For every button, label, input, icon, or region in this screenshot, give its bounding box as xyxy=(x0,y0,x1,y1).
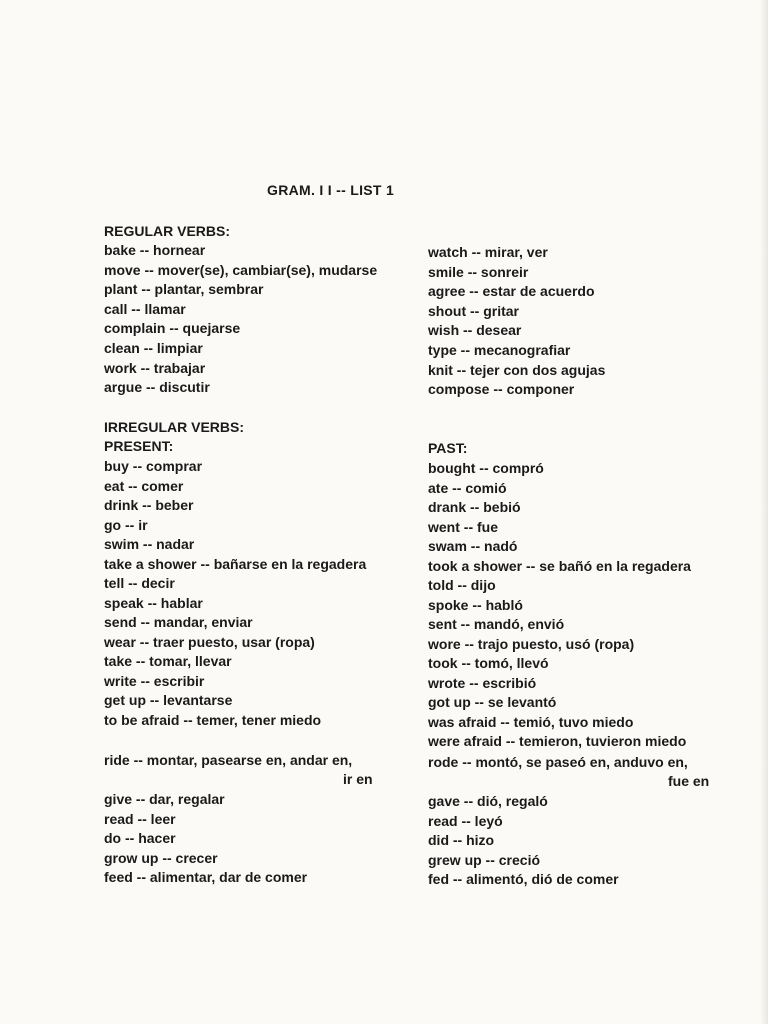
past-entry: spoke -- habló xyxy=(428,596,523,613)
present-entry: buy -- comprar xyxy=(104,458,203,474)
present-entry: go -- ir xyxy=(104,516,148,533)
present-entry: give -- dar, regalar xyxy=(104,791,225,807)
scan-edge xyxy=(760,0,768,1024)
page-title: GRAM. I I -- LIST 1 xyxy=(267,182,395,198)
past-entry: got up -- se levantó xyxy=(428,694,557,710)
present-entry: write -- escribir xyxy=(104,672,205,689)
vocab-entry: bake -- hornear xyxy=(104,242,206,258)
ride-past-continuation: fue en xyxy=(668,773,710,789)
vocab-entry: type -- mecanografiar xyxy=(428,342,571,358)
past-entry: drank -- bebió xyxy=(428,499,521,515)
vocab-entry: plant -- plantar, sembrar xyxy=(104,281,264,298)
past-entry: gave -- dió, regaló xyxy=(428,793,548,809)
vocab-entry: agree -- estar de acuerdo xyxy=(428,283,595,300)
present-entry: speak -- hablar xyxy=(104,594,203,611)
past-entry: fed -- alimentó, dió de comer xyxy=(428,871,619,888)
past-entry: ate -- comió xyxy=(428,479,507,496)
past-entry: was afraid -- temió, tuvo miedo xyxy=(428,713,634,730)
vocab-entry: argue -- discutir xyxy=(104,379,210,396)
past-entry: wrote -- escribió xyxy=(428,674,537,691)
present-entry: drink -- beber xyxy=(104,497,194,513)
vocab-entry: shout -- gritar xyxy=(428,302,519,319)
vocab-entry: move -- mover(se), cambiar(se), mudarse xyxy=(104,261,378,278)
vocab-entry: smile -- sonreir xyxy=(428,263,529,280)
vocab-entry: work -- trabajar xyxy=(104,359,206,376)
present-entry: send -- mandar, enviar xyxy=(104,614,253,630)
present-entry: read -- leer xyxy=(104,810,176,827)
present-entry: do -- hacer xyxy=(104,830,176,847)
present-entry: take -- tomar, llevar xyxy=(104,653,232,669)
past-entry: took -- tomó, llevó xyxy=(428,655,549,671)
past-entry: were afraid -- temieron, tuvieron miedo xyxy=(428,733,687,749)
present-heading: PRESENT: xyxy=(104,438,174,454)
present-entry: get up -- levantarse xyxy=(104,692,233,708)
present-entry: tell -- decir xyxy=(104,575,175,591)
ride-present-continuation: ir en xyxy=(343,771,373,787)
present-entry: feed -- alimentar, dar de comer xyxy=(104,869,308,886)
vocab-entry: watch -- mirar, ver xyxy=(428,244,548,260)
vocab-entry: clean -- limpiar xyxy=(104,340,203,356)
present-entry: grow up -- crecer xyxy=(104,849,218,866)
past-heading: PAST: xyxy=(428,440,468,456)
past-entry: took a shower -- se bañó en la regadera xyxy=(428,557,691,574)
past-entry: sent -- mandó, envió xyxy=(428,616,565,632)
past-entry: bought -- compró xyxy=(428,460,544,476)
past-entry: swam -- nadó xyxy=(428,538,518,554)
past-entry: grew up -- creció xyxy=(428,851,541,868)
regular-verbs-heading: REGULAR VERBS: xyxy=(104,223,231,239)
past-entry: wore -- trajo puesto, usó (ropa) xyxy=(428,635,635,652)
ride-present-line: ride -- montar, pasearse en, andar en, xyxy=(104,752,353,768)
past-entry: told -- dijo xyxy=(428,577,496,593)
ride-past-line: rode -- montó, se paseó en, anduvo en, xyxy=(428,754,688,770)
present-entry: take a shower -- bañarse en la regadera xyxy=(104,555,367,572)
vocab-entry: complain -- quejarse xyxy=(104,320,241,337)
irregular-verbs-heading: IRREGULAR VERBS: xyxy=(104,419,245,435)
past-entry: did -- hizo xyxy=(428,832,495,849)
vocab-entry: call -- llamar xyxy=(104,300,186,317)
past-entry: went -- fue xyxy=(428,518,498,535)
present-entry: eat -- comer xyxy=(104,477,184,494)
present-entry: to be afraid -- temer, tener miedo xyxy=(104,711,322,728)
present-entry: swim -- nadar xyxy=(104,536,195,552)
vocab-entry: knit -- tejer con dos agujas xyxy=(428,361,606,378)
present-entry: wear -- traer puesto, usar (ropa) xyxy=(104,633,315,650)
vocab-entry: compose -- componer xyxy=(428,381,575,398)
past-entry: read -- leyó xyxy=(428,812,503,829)
vocab-entry: wish -- desear xyxy=(428,322,522,339)
